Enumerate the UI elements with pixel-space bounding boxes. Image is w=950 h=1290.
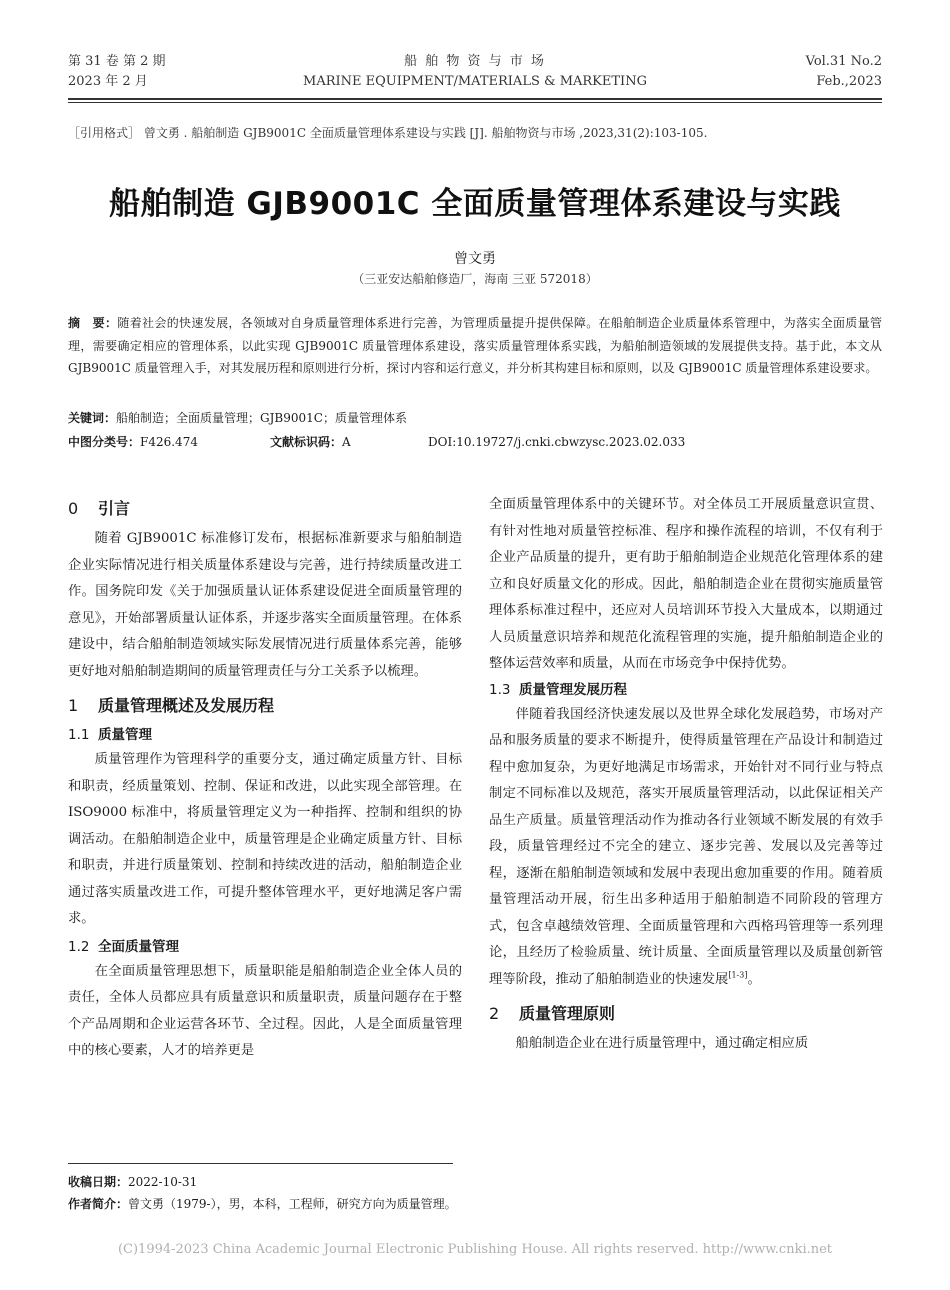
paragraph-text: 伴随着我国经济快速发展以及世界全球化发展趋势，市场对产品和服务质量的要求不断提升，使得质量管理在产品设计和制造过程中愈加复杂，为更好地满足市场需求，开始针对不同行业与特点制定不同标准以及规范，落实开展质量管理活动，以此保证相关产品生产质量。质量管理活动作为推动各行业领域不断发展的有效手段，质量管理经过不完全的建立、逐步完善、发展以及完善等过程，逐渐在船舶制造领域和发展中表现出愈加重要的作用。随着质量管理活动开展，衍生出多种适用于船舶制造不同阶段的管理方式，包含卓越绩效管理、全面质量管理和六西格玛管理等一系列理论，且经历了检验质量、统计质量、全面质量管理以及质量创新管理等阶段，推动了船舶制造业的快速发展 [489, 706, 883, 987]
document-code [270, 432, 351, 452]
section-heading [68, 494, 462, 524]
section-heading [489, 999, 883, 1029]
abstract-text: 随着社会的快速发展，各领域对自身质量管理体系进行完善，为管理质量提升提供保障。在船舶制造企业质量体系管理中，为落实全面质量管理，需要确定相应的管理体系，以此实现 GJB9001C 质量管理体系建设，落实质量管理体系实践，为船舶制造领域的发展提供支持。基于此，本文从 GJB9001C 质量管理入手，对其发展历程和原则进行分析，探讨内容和运行意义，并分析其构建目标和原则，以及 GJB9001C 质量管理体系建设要求。 [68, 316, 882, 375]
abstract-label: 摘 要： [68, 316, 118, 330]
subsection-heading [68, 723, 462, 747]
section-title: 质量管理概述及发展历程 [98, 696, 275, 715]
paragraph: 随着 GJB9001C 标准修订发布，根据标准新要求与船舶制造企业实际情况进行相关质量体系建设与完善，进行持续质量改进工作。国务院印发《关于加强质量认证体系建设促进全面质量管理的意见》，开始部署质量认证体系，并逐步落实全面质量管理。在体系建设中，结合船舶制造领域实际发展情况进行质量体系完善，能够更好地对船舶制造期间的质量管理责任与分工关系予以梳理。 [68, 531, 462, 679]
volume-issue: 第 31 卷 第 2 期 [68, 54, 166, 69]
subsection-heading [68, 935, 462, 959]
received-date [68, 1172, 882, 1192]
copyright-watermark: (C)1994-2023 China Academic Journal Electronic Publishing House. All rights reserved. http://www.cnki.net [117, 1242, 833, 1257]
section-title: 引言 [98, 499, 131, 518]
subsection-number: 1.3 [489, 681, 511, 698]
paragraph: 船舶制造企业在进行质量管理中，通过确定相应质 [515, 1036, 809, 1051]
subsection-heading [489, 678, 883, 702]
reference-marker[interactable]: [1-3] [728, 970, 748, 980]
keywords-text: 船舶制造；全面质量管理；GJB9001C；质量管理体系 [116, 411, 407, 425]
bio-value: 曾文勇（1979-），男，本科，工程师，研究方向为质量管理。 [128, 1197, 457, 1211]
subsection-title: 全面质量管理 [98, 938, 179, 955]
section-number: 1 [68, 696, 79, 715]
paragraph: 在全面质量管理思想下，质量职能是船舶制造企业全体人员的责任，全体人员都应具有质量意识和质量职责，质量问题存在于整个产品周期和企业运营各环节、全过程。因此，人是全面质量管理中的核心要素，人才的培养更是 [68, 963, 462, 1058]
issue-date-en: Feb.,2023 [816, 74, 882, 89]
paragraph-continued: 全面质量管理体系中的关键环节。对全体员工开展质量意识宣贯、有针对性地对质量管控标准、程序和操作流程的培训，不仅有利于企业产品质量的提升，更有助于船舶制造企业规范化管理体系的建立和良好质量文化的形成。因此，船舶制造企业在贯彻实施质量管理体系标准过程中，还应对人员培训环节投入大量成本，以期通过人员质量意识培养和规范化流程管理的实施，提升船舶制造企业的整体运营效率和质量，从而在市场竞争中保持优势。 [489, 497, 883, 671]
issue-date: 2023 年 2 月 [68, 74, 148, 89]
doc-code-label: 文献标识码： [270, 435, 343, 449]
running-header-right [806, 52, 882, 92]
footnote-rule [68, 1163, 453, 1164]
keywords-label: 关键词： [68, 411, 117, 425]
section-heading [68, 691, 462, 721]
bio-label: 作者简介： [68, 1197, 129, 1211]
section-number: 0 [68, 499, 79, 518]
journal-name-en: MARINE EQUIPMENT/MATERIALS & MARKETING [303, 74, 647, 89]
subsection-title: 质量管理发展历程 [519, 681, 627, 698]
clc-number [68, 432, 198, 452]
volume-issue-en: Vol.31 No.2 [805, 54, 882, 69]
paragraph-end: 。 [747, 971, 761, 987]
journal-name-cn: 船 舶 物 资 与 市 场 [404, 54, 546, 69]
abstract [68, 312, 882, 380]
body-column-left [68, 492, 462, 1065]
doc-code-value: A [342, 435, 351, 449]
header-rule-thin [68, 102, 882, 103]
paper-title: 船舶制造 GJB9001C 全面质量管理体系建设与实践 [109, 186, 841, 222]
received-label: 收稿日期： [68, 1175, 129, 1189]
clc-value: F426.474 [140, 435, 198, 449]
received-value: 2022-10-31 [128, 1175, 198, 1189]
citation-format: ［引用格式］ 曾文勇 . 船舶制造 GJB9001C 全面质量管理体系建设与实践 [J]. 船舶物资与市场 ,2023,31(2):103-105. [68, 126, 708, 140]
subsection-number: 1.1 [68, 727, 90, 743]
body-column-right [489, 492, 883, 1058]
clc-label: 中图分类号： [68, 435, 141, 449]
author-bio [68, 1194, 882, 1214]
paragraph [489, 702, 883, 994]
section-title: 质量管理原则 [519, 1004, 616, 1023]
header-rule-thick [68, 98, 882, 100]
subsection-title: 质量管理 [98, 727, 152, 743]
subsection-number: 1.2 [68, 938, 90, 955]
section-number: 2 [489, 1004, 500, 1023]
doi: DOI:10.19727/j.cnki.cbwzysc.2023.02.033 [428, 435, 686, 449]
author-affiliation: （三亚安达船舶修造厂，海南 三亚 572018） [352, 272, 598, 286]
keywords [68, 408, 882, 428]
author-name: 曾文勇 [454, 251, 496, 267]
paragraph: 质量管理作为管理科学的重要分支，通过确定质量方针、目标和职责，经质量策划、控制、保证和改进，以此实现全部管理。在 ISO9000 标准中，将质量管理定义为一种指挥、控制和组织的协调活动。在船舶制造企业中，质量管理是企业确定质量方针、目标和职责，并进行质量策划、控制和持续改进的活动，船舶制造企业通过落实质量改进工作，可提升整体管理水平，更好地满足客户需求。 [68, 752, 462, 926]
